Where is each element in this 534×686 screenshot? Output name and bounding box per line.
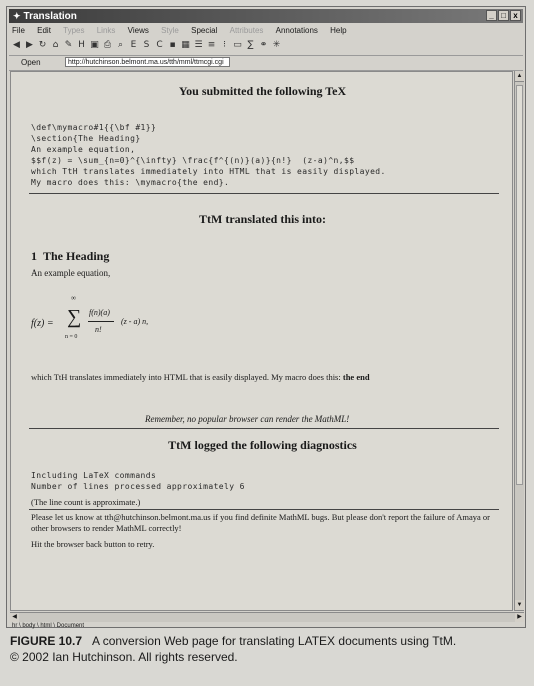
menu-types[interactable]: Types (63, 26, 85, 35)
caption-text: A conversion Web page for translating LATEX documents using TtM. (92, 634, 457, 648)
edit-icon[interactable]: ✎ (64, 40, 73, 50)
diagnostics-note: (The line count is approximate.) (31, 497, 141, 507)
menu-bar (9, 24, 523, 37)
tex-source (31, 122, 386, 188)
remember-note: Remember, no popular browser can render the MathML! (145, 414, 350, 424)
image-icon[interactable]: ▪ (169, 40, 176, 50)
horizontal-scrollbar[interactable] (10, 612, 524, 622)
reload-icon[interactable]: ↻ (38, 40, 47, 50)
scroll-down-icon[interactable]: ▼ (515, 600, 524, 611)
toolbar (11, 38, 521, 53)
cite-icon[interactable]: C (156, 40, 163, 50)
window-title: Translation (23, 11, 77, 22)
sum-sign: ∑ (67, 306, 82, 328)
divider (29, 193, 499, 194)
sum-lower-limit: n = 0 (65, 334, 78, 340)
diagnostic-line: Number of lines processed approximately 6 (31, 482, 245, 491)
feedback-text: Please let us know at tth@hutchinson.belmont.ma.us if you find definite MathML bugs. But please don't report the failure of Amaya or other browsers to render MathML correctly! (31, 512, 490, 533)
table-icon[interactable]: ▦ (181, 40, 190, 50)
back-hint: Hit the browser back button to retry. (31, 539, 155, 549)
css-icon[interactable]: ✳ (272, 40, 281, 50)
fraction-denominator: n! (95, 325, 102, 334)
tex-line: \def\mymacro#1{{\bf #1}} (31, 123, 157, 132)
forward-icon[interactable]: ▶ (26, 40, 33, 50)
emphasis-icon[interactable]: E (130, 40, 137, 50)
figure-caption (10, 633, 530, 665)
numbered-list-icon[interactable]: ≡ (207, 40, 216, 50)
heading-text: The Heading (43, 249, 110, 263)
strong-icon[interactable]: S (143, 40, 150, 50)
app-icon: ✦ (13, 11, 21, 21)
open-button[interactable]: Open (21, 58, 41, 67)
home-icon[interactable]: ⌂ (52, 40, 59, 50)
translated-line (31, 372, 501, 383)
divider (29, 428, 499, 429)
status-bar: hr \ body \ html \ Document (12, 623, 85, 629)
menu-annotations[interactable]: Annotations (275, 26, 318, 35)
menu-attributes[interactable]: Attributes (229, 26, 264, 35)
fraction-numerator: f(n)(a) (89, 308, 110, 317)
rendered-heading (31, 249, 109, 264)
menu-special[interactable]: Special (191, 26, 218, 35)
macro-output: the end (342, 372, 370, 382)
print-icon[interactable]: ⎙ (103, 40, 112, 50)
find-icon[interactable]: ⌕ (117, 40, 124, 50)
vertical-scrollbar[interactable] (514, 71, 524, 611)
link-icon[interactable]: ⚭ (259, 40, 268, 50)
document-view[interactable] (10, 71, 513, 611)
example-text: An example equation, (31, 268, 111, 278)
tex-line: An example equation, (31, 145, 136, 154)
menu-style[interactable]: Style (161, 26, 179, 35)
definition-icon[interactable]: ⁝ (223, 40, 226, 50)
math-icon[interactable]: ∑ (247, 40, 254, 50)
section-title-translated: TtM translated this into: (199, 212, 326, 226)
maximize-button[interactable]: □ (498, 10, 509, 21)
scroll-up-icon[interactable]: ▲ (515, 71, 524, 82)
minimize-button[interactable]: _ (486, 10, 497, 21)
form-icon[interactable]: ▭ (233, 40, 242, 50)
close-button[interactable]: x (510, 10, 521, 21)
menu-edit[interactable]: Edit (37, 26, 51, 35)
diagnostic-line: Including LaTeX commands (31, 471, 157, 480)
address-field[interactable]: http://hutchinson.belmont.ma.us/tth/mml/ttmcgi.cgi (65, 57, 230, 67)
save-icon[interactable]: ▣ (90, 40, 99, 50)
window-controls (486, 10, 521, 21)
menu-help[interactable]: Help (330, 26, 347, 35)
tex-line: My macro does this: \mymacro{the end}. (31, 178, 230, 187)
tex-line: \section{The Heading} (31, 134, 141, 143)
diagnostics-log (31, 470, 245, 492)
sum-upper-limit: ∞ (71, 294, 76, 302)
fraction-bar (88, 321, 114, 322)
tex-line: which TtH translates immediately into HTML that is easily displayed. (31, 167, 386, 176)
menu-links[interactable]: Links (96, 26, 116, 35)
tex-line: $$f(z) = \sum_{n=0}^{\infty} \frac{f^{(n)}(a)}{n!} (z-a)^n,$$ (31, 156, 355, 165)
section-title-diagnostics: TtM logged the following diagnostics (168, 438, 357, 452)
list-icon[interactable]: ☰ (194, 40, 203, 50)
title-bar[interactable] (9, 9, 523, 23)
heading-number: 1 (31, 249, 37, 263)
translated-text: which TtH translates immediately into HTML that is easily displayed. My macro does this: (31, 372, 341, 382)
section-title-submitted: You submitted the following TeX (178, 84, 347, 98)
scroll-left-icon[interactable]: ◀ (10, 613, 19, 622)
scroll-thumb[interactable] (516, 85, 523, 485)
formula-tail: (z - a) n, (121, 317, 149, 326)
menu-file[interactable]: File (12, 26, 25, 35)
menu-views[interactable]: Views (127, 26, 149, 35)
browser-window (6, 6, 526, 628)
copyright-line: © 2002 Ian Hutchinson. All rights reserved. (10, 650, 238, 664)
html-icon[interactable]: H (78, 40, 85, 50)
divider (29, 509, 499, 510)
figure-label: FIGURE 10.7 (10, 634, 83, 648)
address-row (9, 55, 523, 71)
formula-lhs: f(z) = (31, 318, 54, 329)
back-icon[interactable]: ◀ (13, 40, 20, 50)
scroll-right-icon[interactable]: ▶ (515, 613, 524, 622)
